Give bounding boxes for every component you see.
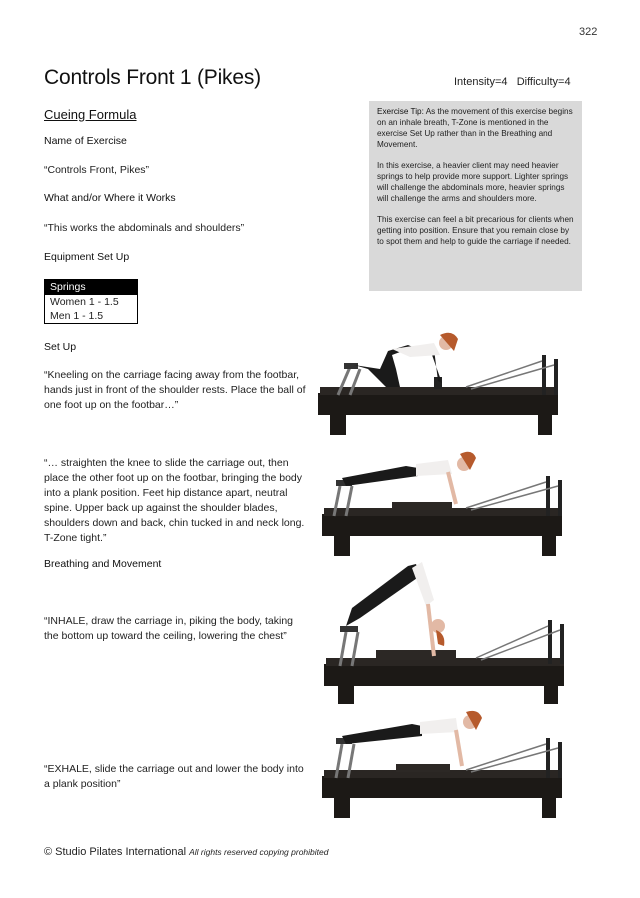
tip-paragraph-1: Exercise Tip: As the movement of this exercise begins on an inhale breath, T-Zone is mentioned in the exercise Set Up rather than in the Breathing and Movement. [377,107,573,149]
intensity-rating: Intensity=4 [454,76,508,88]
exercise-tip-box [369,101,582,291]
setup-step-2: “… straighten the knee to slide the carriage out, then place the other foot up on the footbar, bringing the body into a plank position. Feet hip distance apart, neutral spine. Upper back up against the shoulder blades, shoulders down and back, chin tucked in and neck long. T-Zone tight.” [44,457,305,544]
reformer-plank-illustration [316,442,576,557]
breathing-movement-label: Breathing and Movement [44,558,162,570]
photo-plank-setup [316,442,576,557]
tip-paragraph-3: This exercise can feel a bit precarious for clients when getting into position. Ensure that you remain close by to spot them and help to guide the carriage if needed. [377,215,574,247]
name-of-exercise-label: Name of Exercise [44,135,127,147]
cueing-formula-heading: Cueing Formula [44,107,137,122]
difficulty-rating: Difficulty=4 [516,76,571,88]
copyright-text: © Studio Pilates International [44,846,187,858]
what-where-label: What and/or Where it Works [44,192,176,204]
photo-kneeling-setup [316,325,576,440]
page-number: 322 [579,26,598,38]
springs-table [44,279,138,324]
breathing-step-exhale: “EXHALE, slide the carriage out and lower the body into a plank position” [44,763,304,790]
setup-step-1: “Kneeling on the carriage facing away from the footbar, hands just in front of the shoulder rests. Place the ball of one foot up on the footbar…” [44,369,306,411]
reformer-kneeling-illustration [316,325,576,440]
photo-plank-exhale [316,708,576,823]
springs-table-header: Springs [45,280,137,295]
what-where-value: “This works the abdominals and shoulders” [44,222,245,234]
springs-row-women: Women 1 - 1.5 [50,296,119,308]
exercise-ratings [454,76,571,88]
springs-row-men: Men 1 - 1.5 [50,310,104,322]
page-title: Controls Front 1 (Pikes) [44,66,261,89]
footer [44,846,328,858]
breathing-step-inhale: “INHALE, draw the carriage in, piking the body, taking the bottom up toward the ceiling, lowering the chest” [44,615,294,642]
reformer-pike-illustration [316,560,576,705]
setup-label: Set Up [44,341,77,353]
photo-pike-inhale [316,560,576,705]
equipment-setup-label: Equipment Set Up [44,251,130,263]
tip-paragraph-2: In this exercise, a heavier client may need heavier springs to help provide more support. Lighter springs will challenge the abdominals more, heavier springs will challenge the arms and shoulders more. [377,161,569,203]
rights-text: All rights reserved copying prohibited [189,847,329,857]
tip-label: Exercise Tip: [377,107,424,116]
reformer-plank-return-illustration [316,708,576,823]
name-of-exercise-value: “Controls Front, Pikes” [44,164,150,176]
